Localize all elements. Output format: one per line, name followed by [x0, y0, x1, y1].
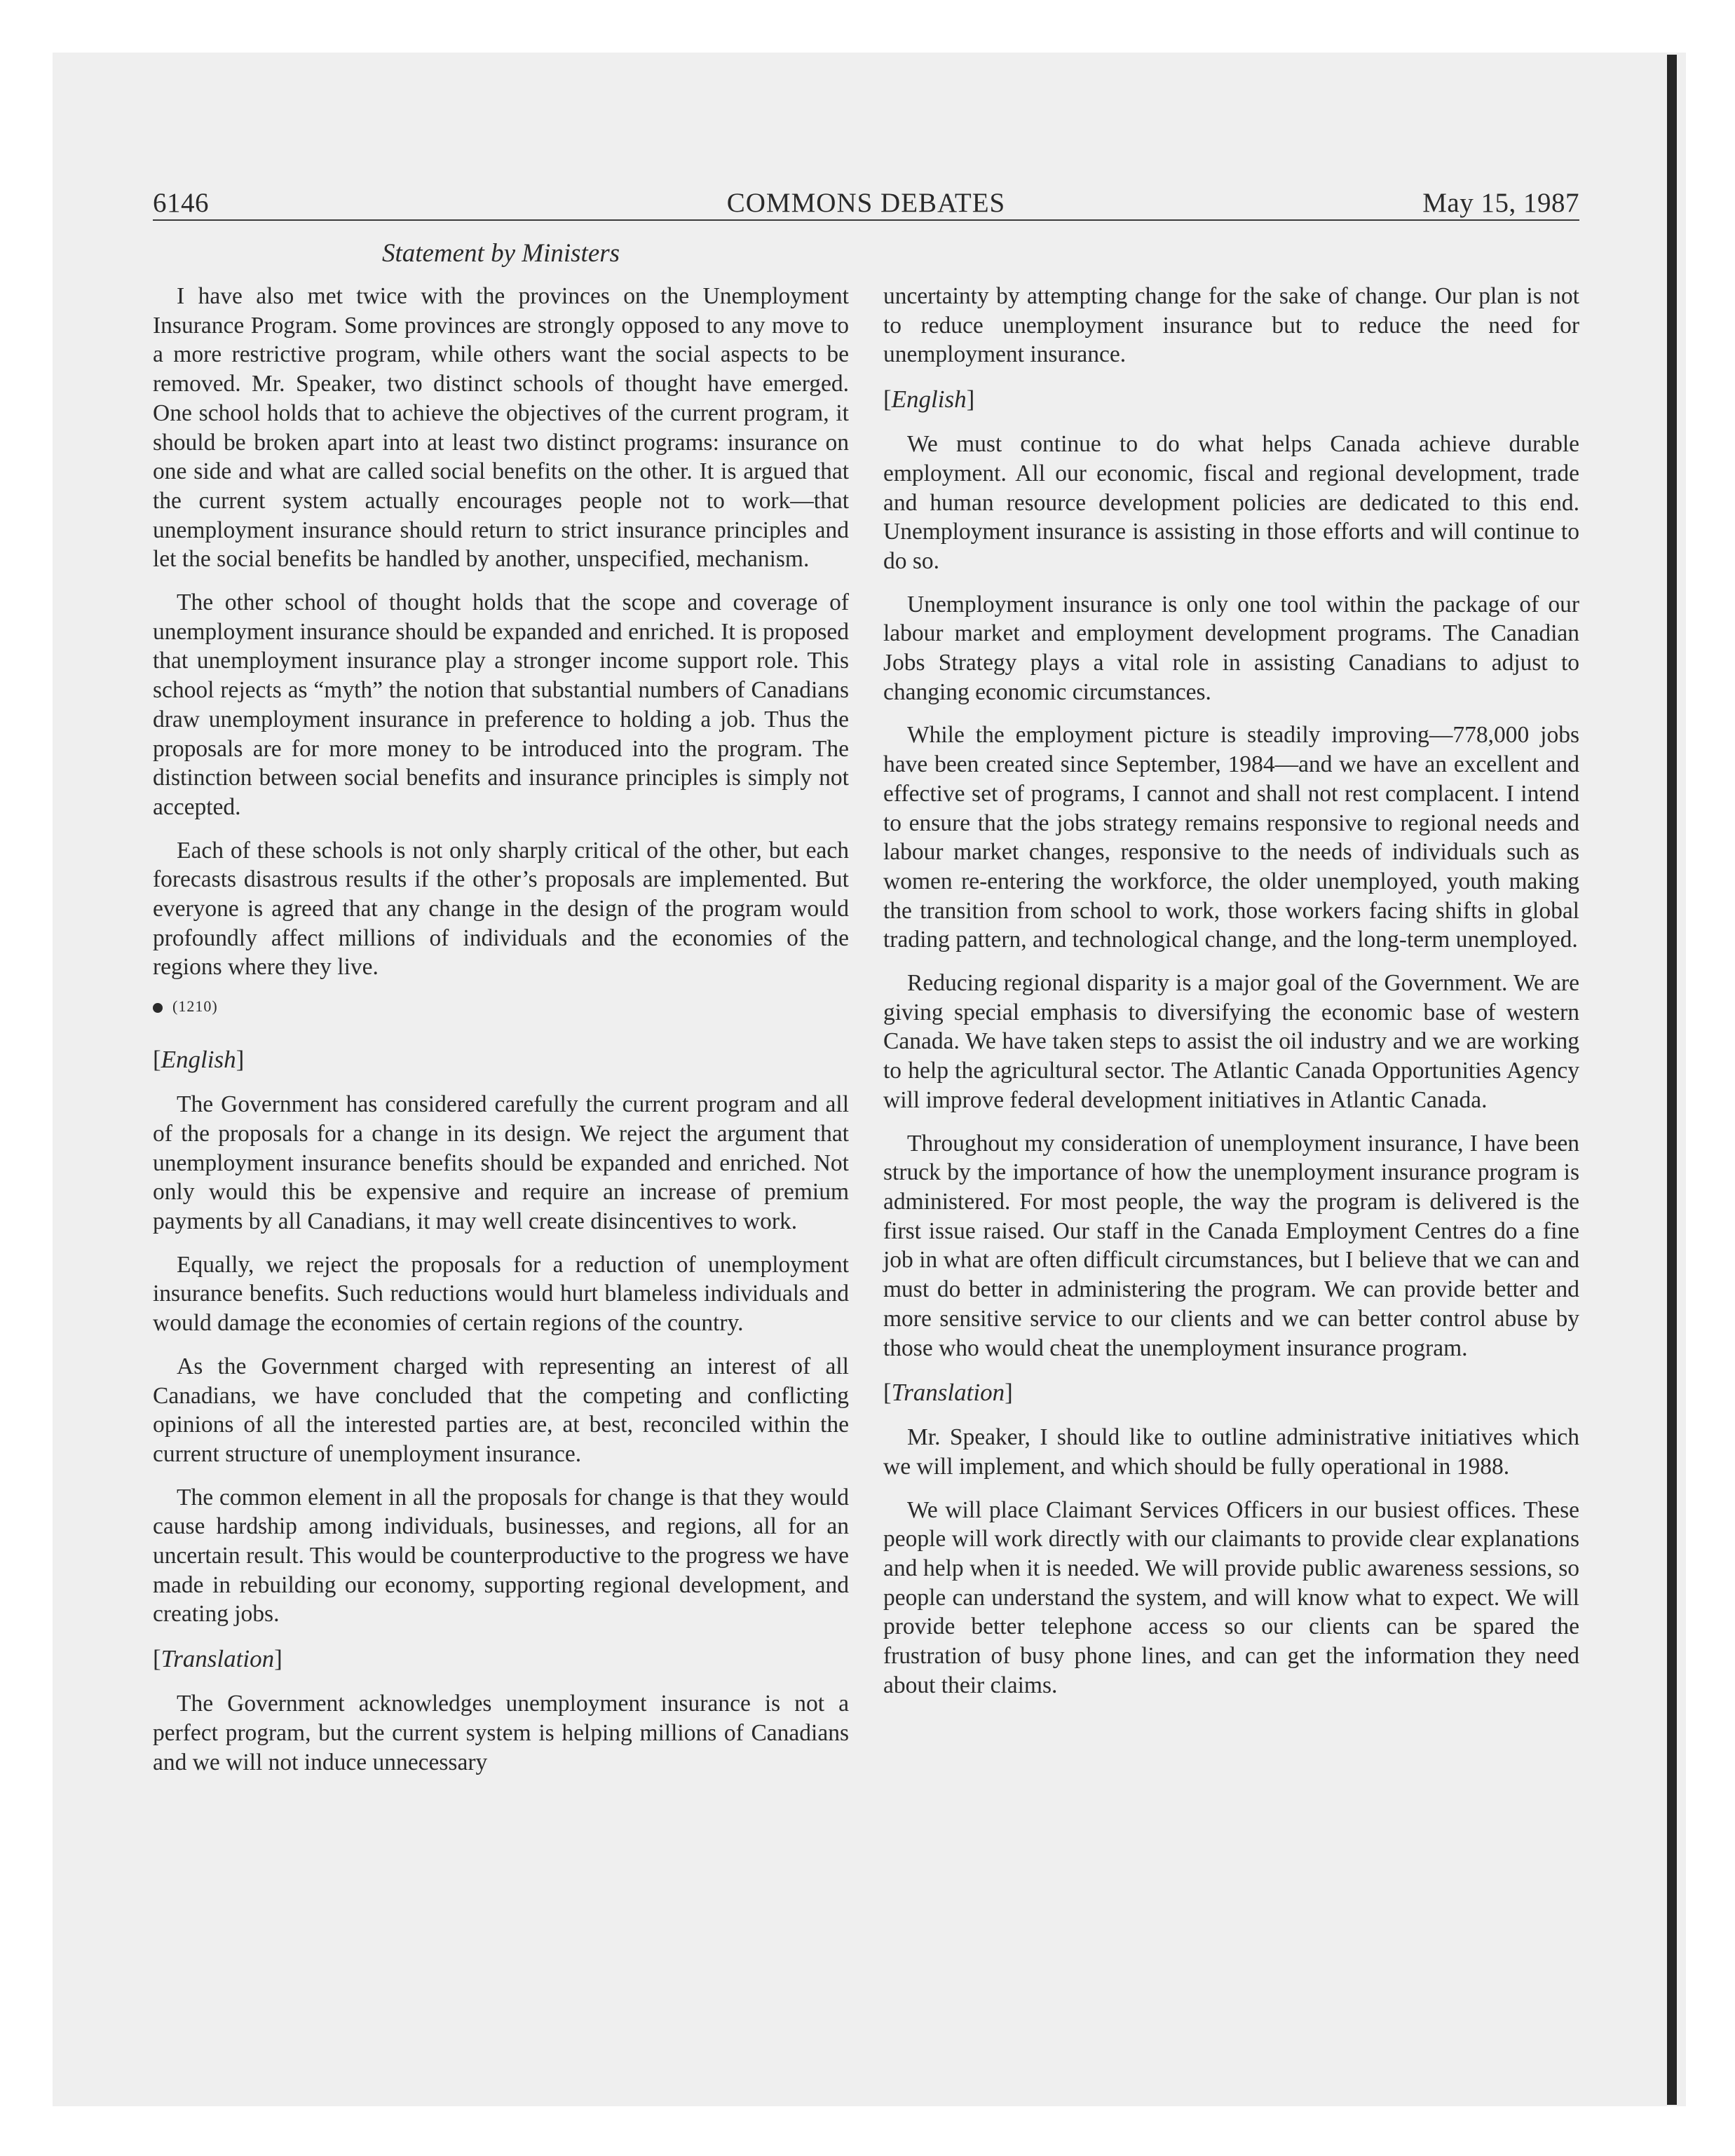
paragraph: The Government has considered carefully the current program and all of the proposals for a change in its design. We reject the argument that unemployment insurance benefits should be expanded and enriched. Not only would this be expensive and require an increase of premium payments by all Canadians, it may well create disincentives to work. [153, 1091, 849, 1234]
section-heading: Statement by Ministers [381, 239, 620, 268]
paragraph: Unemployment insurance is only one tool within the package of our labour market and employment development programs. The Canadian Jobs Strategy plays a vital role in assisting Canadians to adjust to changing economic circumstances. [883, 591, 1579, 705]
language-label-text: English [161, 1046, 236, 1074]
publication-date: May 15, 1987 [1422, 188, 1579, 218]
scan-edge-bar [1667, 55, 1677, 2105]
paragraph: uncertainty by attempting change for the sake of change. Our plan is not to reduce unemployment insurance but to reduce the need for unemployment insurance. [883, 283, 1579, 368]
page-header [153, 186, 1579, 221]
language-label: [English] [153, 1046, 245, 1074]
paragraph: I have also met twice with the provinces on the Unemployment Insurance Program. Some provinces are strongly opposed to any move to a more restrictive program, while others want the social aspects to be removed. Mr. Speaker, two distinct schools of thought have emerged. One school holds that to achieve the objectives of the current program, it should be broken apart into at least two distinct programs: insurance on one side and what are called social benefits on the other. It is argued that the current system actually encourages people not to work—that unemployment insurance should return to strict insurance principles and let the social benefits be handled by another, unspecified, mechanism. [153, 283, 849, 573]
language-label: [English] [883, 386, 975, 414]
language-label-text: English [891, 386, 967, 414]
paragraph: Throughout my consideration of unemployment insurance, I have been struck by the importance of how the unemployment insurance program is administered. For most people, the way the program is delivered is the first issue raised. Our staff in the Canada Employment Centres do a fine job in what are often difficult circumstances, but I believe that we can and must do better in administering the program. We can provide better and more sensitive service to our clients and we can better control abuse by those who would cheat the unemployment insurance program. [883, 1130, 1579, 1361]
language-label: [Translation] [153, 1645, 283, 1673]
right-column [883, 282, 1579, 1714]
paragraph: As the Government charged with representing an interest of all Canadians, we have concluded that the competing and conflicting opinions of all the interested parties are, at best, reconciled within the current structure of unemployment insurance. [153, 1353, 849, 1467]
bullet-icon [153, 1003, 163, 1013]
paragraph: We will place Claimant Services Officers in our busiest offices. These people will work directly with our claimants to provide clear explanations and help when it is needed. We will provide public awareness sessions, so people can understand the system, and will know what to expect. We will provide better telephone access so our clients can be spared the frustration of busy phone lines, and can get the information they need about their claims. [883, 1496, 1579, 1698]
language-label-text: Translation [891, 1379, 1005, 1407]
time-marker-text: (1210) [172, 997, 218, 1016]
paragraph: The Government acknowledges unemployment insurance is not a perfect program, but the current system is helping millions of Canadians and we will not induce unnecessary [153, 1691, 849, 1775]
paragraph: We must continue to do what helps Canada achieve durable employment. All our economic, fiscal and regional development, trade and human resource development policies are dedicated to this end. Unemployment insurance is assisting in those efforts and will continue to do so. [883, 431, 1579, 574]
paragraph: The other school of thought holds that the scope and coverage of unemployment insurance should be expanded and enriched. It is proposed that unemployment insurance play a stronger income support role. This school rejects as “myth” the notion that substantial numbers of Canadians draw unemployment insurance in preference to holding a job. Thus the proposals are for more money to be introduced into the program. The distinction between social benefits and insurance principles is simply not accepted. [153, 589, 849, 820]
journal-title: COMMONS DEBATES [726, 188, 1006, 218]
paragraph: Reducing regional disparity is a major goal of the Government. We are giving special emphasis to diversifying the economic base of western Canada. We have taken steps to assist the oil industry and we are working to help the agricultural sector. The Atlantic Canada Opportunities Agency will improve federal development initiatives in Atlantic Canada. [883, 970, 1579, 1113]
paragraph: Mr. Speaker, I should like to outline administrative initiatives which we will implement, and which should be fully operational in 1988. [883, 1424, 1579, 1480]
paragraph: While the employment picture is steadily improving—778,000 jobs have been created since September, 1984—and we have an excellent and effective set of programs, I cannot and shall not rest complacent. I intend to ensure that the jobs strategy remains responsive to regional needs and labour market changes, responsive to the needs of individuals such as women re-entering the workforce, the older unemployed, youth making the transition from school to work, those workers facing shifts in global trading pattern, and technological change, and the long-term unemployed. [883, 722, 1579, 953]
language-label-text: Translation [161, 1645, 275, 1673]
paragraph: Each of these schools is not only sharply critical of the other, but each forecasts disastrous results if the other’s proposals are implemented. But everyone is agreed that any change in the design of the program would profoundly affect millions of individuals and the economies of the regions where they live. [153, 837, 849, 981]
paragraph: Equally, we reject the proposals for a reduction of unemployment insurance benefits. Such reductions would hurt blameless individuals and would damage the economies of certain regions of the country. [153, 1251, 849, 1337]
left-column [153, 282, 849, 1791]
paragraph: The common element in all the proposals for change is that they would cause hardship among individuals, businesses, and regions, all for an uncertain result. This would be counterproductive to the progress we have made in rebuilding our economy, supporting regional development, and creating jobs. [153, 1484, 849, 1628]
page-number: 6146 [153, 188, 209, 218]
time-marker [153, 996, 849, 1017]
header-rule [153, 219, 1579, 221]
language-label: [Translation] [883, 1379, 1013, 1407]
